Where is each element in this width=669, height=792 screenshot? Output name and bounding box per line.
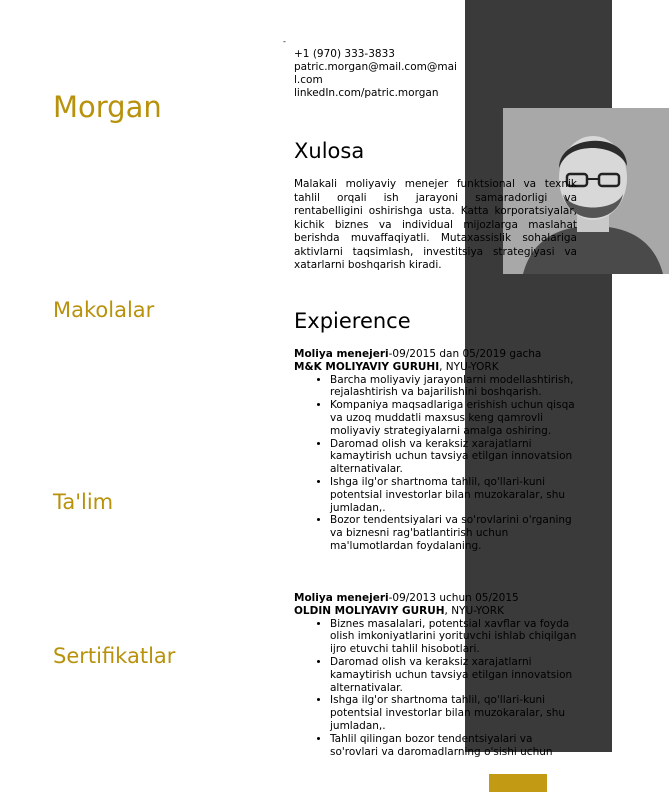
- job-bullet: • Bozor tendentsiyalari va so'rovlarini o'rganing va biznesni rag'batlantirish uchun ma'lumotlardan foydalaning.: [330, 514, 579, 552]
- summary-text: Malakali moliyaviy menejer funktsional va texnik tahlil orqali ish jarayoni samaradorligi va rentabelligini oshirishga usta. Katta korporatsiyalar, kichik biznes va individual mijozlarga maslahat berishda muvaffaqiyatli. Mutaxassislik sohalariga aktivlarni taqsimlash, investitsiya strategiyasi va xatarlarni boshqarish kiradi.: [294, 178, 577, 271]
- education-heading: Ta'lim: [53, 490, 114, 514]
- phone-text: +1 (970) 333-3833: [294, 48, 395, 60]
- header-dash: -: [283, 37, 286, 46]
- job-location: , NYU-YORK: [444, 604, 504, 617]
- linkedin-text: linkedIn.com/patric.morgan: [294, 87, 439, 99]
- job-role-line: [294, 592, 579, 605]
- job-dates: -09/2015 dan 05/2019 gacha: [388, 348, 542, 360]
- job-bullet: • Daromad olish va keraksiz xarajatlarni kamaytirish uchun tavsiya etilgan innovatsion alternativalar.: [330, 656, 579, 694]
- contact-block: [294, 48, 458, 100]
- job-role-line: [294, 348, 579, 361]
- job-bullet: • Kompaniya maqsadlariga erishish uchun qisqa va uzoq muddatli maxsus keng qamrovli moliyaviy strategiyalarni amalga oshiring.: [330, 399, 579, 437]
- job-bullets: [294, 374, 579, 553]
- job-entry: [294, 592, 579, 758]
- job-bullet: • Tahlil qilingan bozor tendentsiyalari va so'rovlari va daromadlarning o'sishi uchun: [330, 733, 579, 759]
- certificates-heading: Sertifikatlar: [53, 644, 176, 668]
- job-bullet: • Daromad olish va keraksiz xarajatlarni kamaytirish uchun tavsiya etilgan innovatsion alternativalar.: [330, 438, 579, 476]
- name-text: Morgan: [53, 90, 162, 124]
- job-bullets: [294, 618, 579, 759]
- job-bullet: • Biznes masalalari, potentsial xavflar va foyda olish imkoniyatlarini yorituvchi ishlab chiqilgan ijro etuvchi tahlil hisobotlari.: [330, 618, 579, 656]
- job-role: Moliya menejeri: [294, 348, 389, 360]
- job-bullet: • Ishga ilg'or shartnoma tahlil, qo'llari-kuni potentsial investorlar bilan muzokaralar, shu jumladan,.: [330, 694, 579, 732]
- job-company: M&K MOLIYAVIY GURUHI: [294, 360, 440, 373]
- gold-accent-block: [489, 774, 547, 792]
- job-company-line: [294, 361, 579, 374]
- job-bullet: • Barcha moliyaviy jarayonlarni modellashtirish, rejalashtirish va bajarilishini boshqarish.: [330, 374, 579, 400]
- job-entry: [294, 348, 579, 553]
- articles-heading: Makolalar: [53, 298, 155, 322]
- job-bullet: • Ishga ilg'or shartnoma tahlil, qo'llari-kuni potentsial investorlar bilan muzokaralar, shu jumladan,.: [330, 476, 579, 514]
- summary-title: Xulosa: [294, 139, 365, 163]
- name-heading: [53, 90, 253, 124]
- email-text: patric.morgan@mail.com@mail.com: [294, 61, 457, 86]
- job-company-line: [294, 605, 579, 618]
- job-role: Moliya menejeri: [294, 592, 389, 604]
- job-company: OLDIN MOLIYAVIY GURUH: [294, 604, 445, 617]
- experience-title: Expierence: [294, 309, 411, 333]
- job-location: , NYU-YORK: [439, 360, 499, 373]
- job-dates: -09/2013 uchun 05/2015: [388, 592, 519, 604]
